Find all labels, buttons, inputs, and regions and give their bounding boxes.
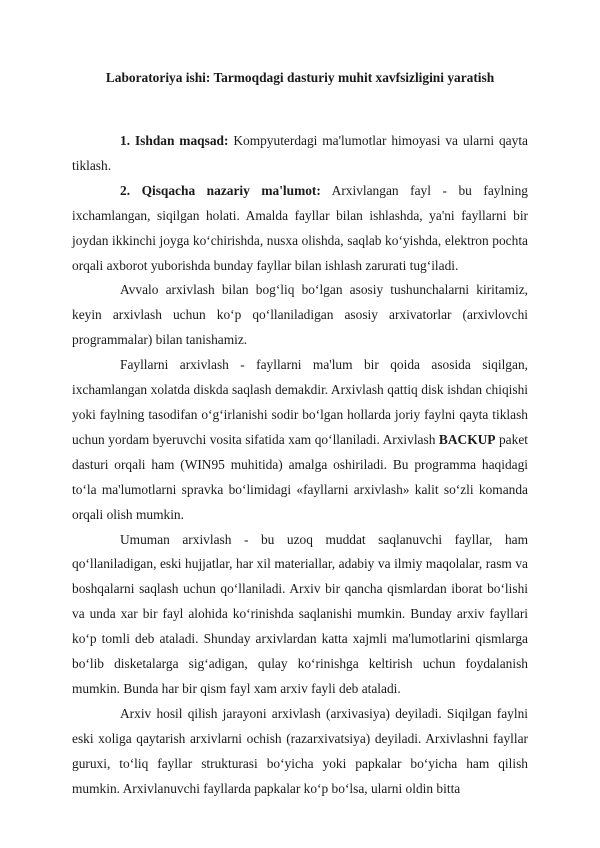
purpose-lead: 1. Ishdan maqsad: (120, 133, 229, 148)
paragraph-purpose (72, 129, 528, 179)
theory-text: Arxivlangan fayl - bu faylning ixchamlangan, siqilgan holati. Amalda fayllar bilan ishlashda, ya'ni fayllarni bir joydan ikkinchi joyga ko‘chirishda, nusxa olishda, saqlab ko‘yishda, elektron pochta orqali axborot yuborishda bunday fayllar bilan ishlash zarurati tug‘iladi. (72, 182, 528, 273)
p4-text-after: paket dasturi orqali ham (WIN95 muhitida) amalga oshiriladi. Bu programma haqidagi to‘la ma'lumotlarni spravka bo‘limidagi «fayllarni arxivlash» kalit so‘zli komanda orqali olish mumkin. (72, 431, 528, 522)
backup-term: BACKUP (438, 431, 496, 447)
theory-lead: 2. Qisqacha nazariy ma'lumot: (120, 182, 321, 198)
paragraph-archiving-definition (72, 353, 528, 527)
paragraph-archive-usage: Umuman arxivlash - bu uzoq muddat saqlanuvchi fayllar, ham qo‘llaniladigan, eski hujjatlar, har xil materiallar, adabiy va ilmiy maqolalar, rasm va boshqalarni saqlash uchun qo‘llaniladi. Arxiv bir qancha qismlardan iborat bo‘lishi va unda xar bir fayl alohida ko‘rinishda saqlanishi mumkin. Bunday arxiv fayllari ko‘p tomli deb ataladi. Shunday arxivlardan katta xajmli ma'lumotlarini qismlarga bo‘lib disketalarga sig‘adigan, qulay ko‘rinishga keltirish uchun foydalanish mumkin. Bunda har bir qism fayl xam arxiv fayli deb ataladi. (72, 531, 528, 696)
p4-text-before: Fayllarni arxivlash - fayllarni ma'lum bir qoida asosida siqilgan, ixchamlangan xolatda diskda saqlash demakdir. Arxivlash qattiq disk ishdan chiqishi yoki faylning tasodifan o‘g‘irlanishi sodir bo‘lgan hollarda joriy faylni qayta tiklash uchun yordam byeruvchi vosita sifatida xam qo‘llaniladi. Arxivlash (72, 357, 528, 447)
purpose-text: Kompyuterdagi ma'lumotlar himoyasi va ularni qayta tiklash. (72, 133, 528, 173)
paragraph-theory (72, 179, 528, 279)
document-title: Laboratoriya ishi: Tarmoqdagi dasturiy muhit xavfsizligini yaratish (105, 70, 495, 85)
paragraph-archive-process: Arxiv hosil qilish jarayoni arxivlash (arxivasiya) deyiladi. Siqilgan faylni eski xoliga qaytarish arxivlarni ochish (razarxivatsiya) deyiladi. Arxivlashni fayllar guruxi, to‘liq fayllar strukturasi bo‘yicha yoki papkalar bo‘yicha ham qilish mumkin. Arxivlanuvchi fayllarda papkalar ko‘p bo‘lsa, ularni oldin bitta (72, 705, 528, 796)
paragraph-intro: Avvalo arxivlash bilan bog‘liq bo‘lgan asosiy tushunchalarni kiritamiz, keyin arxivlash uchun ko‘p qo‘llaniladigan asosiy arxivatorlar (arxivlovchi programmalar) bilan tanishamiz. (72, 282, 528, 348)
